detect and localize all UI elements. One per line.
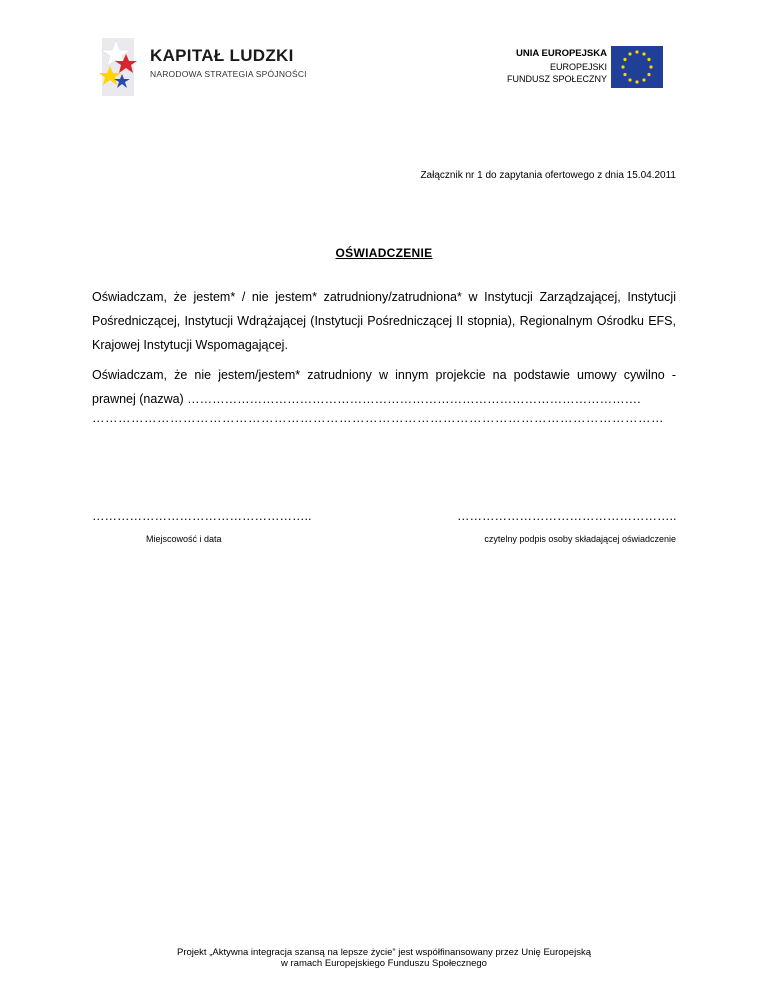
- footer-line-2: w ramach Europejskiego Funduszu Społecznego: [281, 958, 487, 969]
- eu-logo: [475, 40, 677, 102]
- attachment-note: Załącznik nr 1 do zapytania ofertowego z dnia 15.04.2011: [420, 170, 676, 181]
- signature-dotted-line: ……………………………………………..: [457, 509, 677, 523]
- statement-paragraph-1: Oświadczam, że jestem* / nie jestem* zatrudniony/zatrudniona* w Instytucji Zarządzającej, Instytucji Pośredniczącej, Instytucji Wdrążającej (Instytucji Pośredniczącej II stopnia), Regionalnym Ośrodku EFS, Krajowej Instytucji Wspomagającej.: [92, 290, 676, 352]
- place-date-label: Miejscowość i data: [146, 534, 222, 544]
- eu-logo-line2: EUROPEJSKI: [549, 62, 607, 72]
- place-date-dotted-line: ……………………………………………..: [92, 509, 312, 523]
- footer-line-1: Projekt „Aktywna integracja szansą na lepsze życie” jest współfinansowany przez Unię Europejską: [177, 947, 591, 958]
- eu-flag-icon: [611, 46, 663, 88]
- kapital-ludzki-emblem-icon: [92, 34, 148, 104]
- statement-paragraph-2: Oświadczam, że nie jestem/jestem* zatrudniony w innym projekcie na podstawie umowy cywilno - prawnej (nazwa) ……………………………………………………………………………………………….: [92, 368, 676, 406]
- kapital-ludzki-logo: [92, 34, 307, 104]
- kapital-ludzki-title: KAPITAŁ LUDZKI: [150, 46, 294, 65]
- document-title: OŚWIADCZENIE: [335, 246, 433, 260]
- fill-in-dotted-line: ……………………………………………………………………………………………………………………: [92, 411, 664, 425]
- kapital-ludzki-subtitle: NARODOWA STRATEGIA SPÓJNOŚCI: [150, 69, 307, 79]
- eu-logo-line3: FUNDUSZ SPOŁECZNY: [506, 74, 607, 84]
- eu-logo-line1: UNIA EUROPEJSKA: [516, 48, 607, 59]
- signature-label: czytelny podpis osoby składającej oświadczenie: [484, 534, 676, 544]
